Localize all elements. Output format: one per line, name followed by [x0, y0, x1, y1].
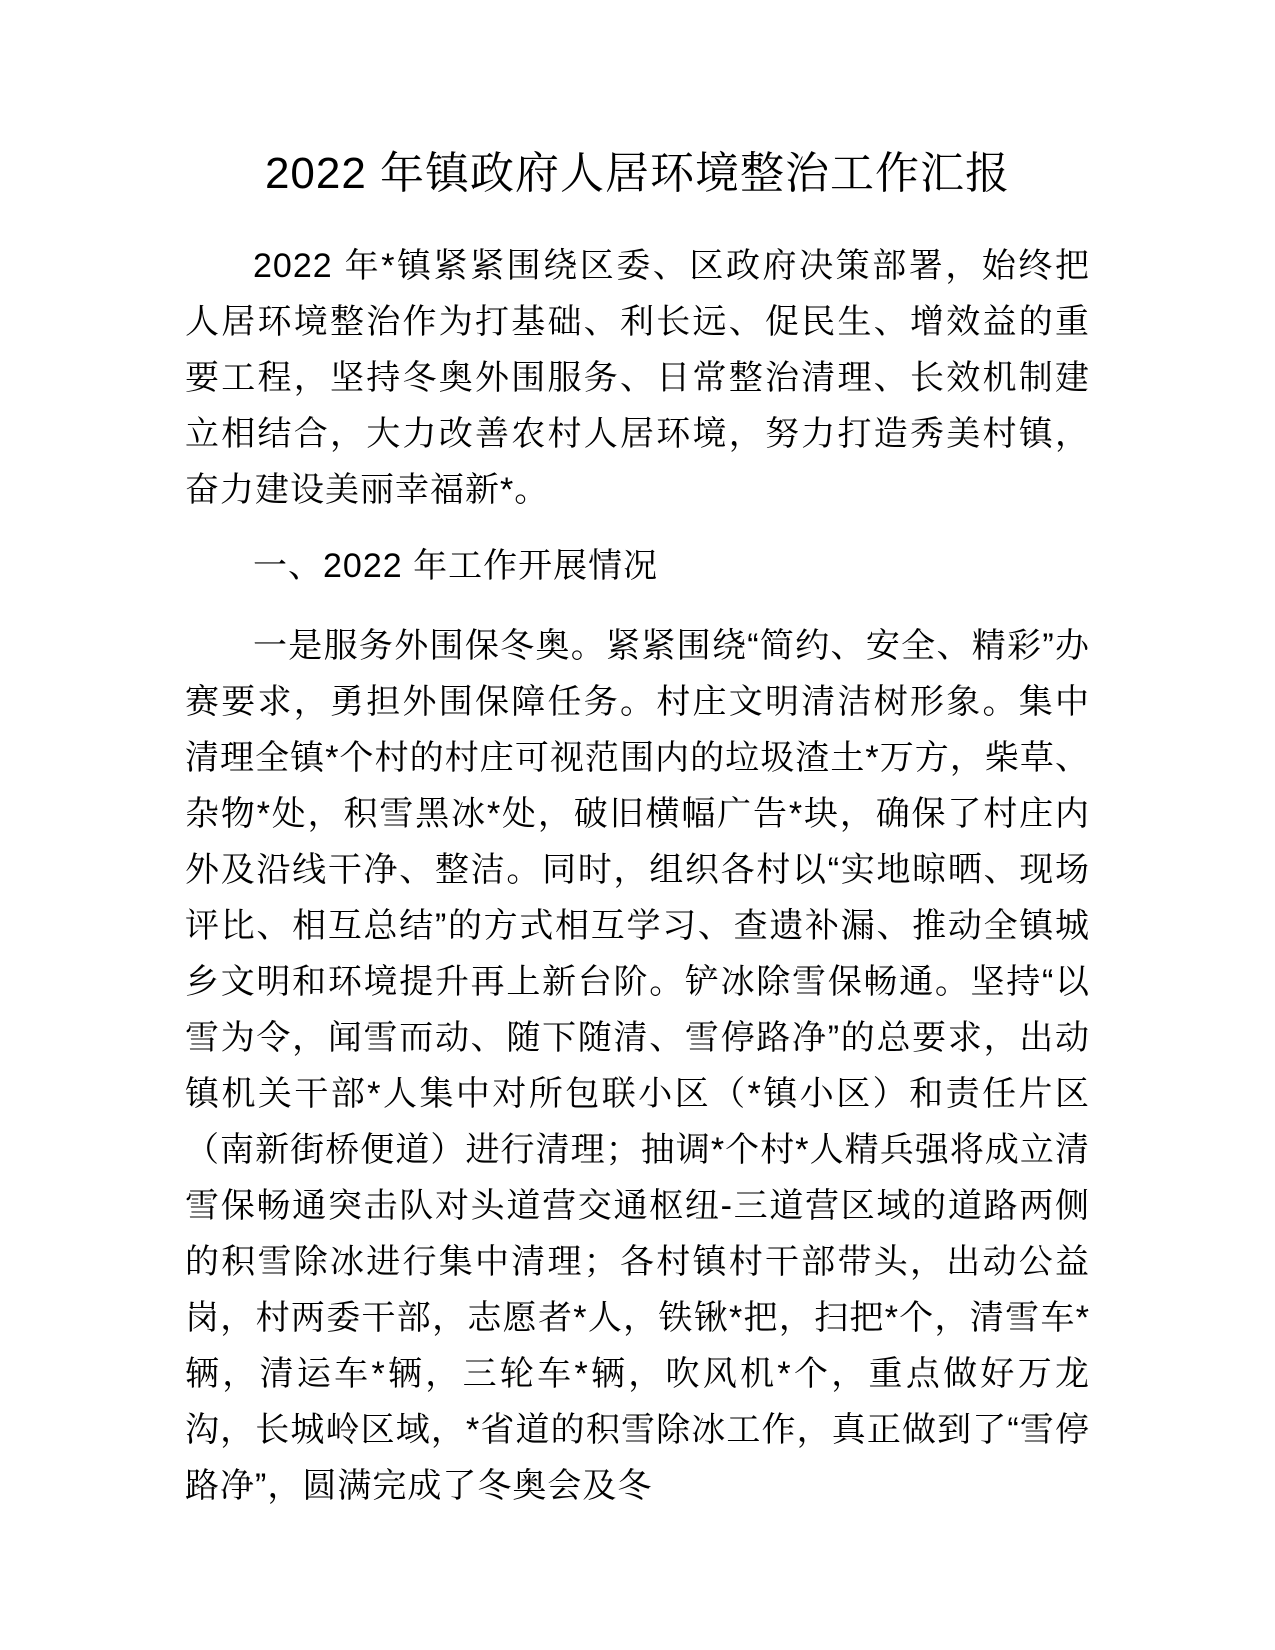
intro-paragraph: 2022 年*镇紧紧围绕区委、区政府决策部署，始终把人居环境整治作为打基础、利长远、促民生、增效益的重要工程，坚持冬奥外围服务、日常整治清理、长效机制建立相结合，大力改善农村人居环境，努力打造秀美村镇，奋力建设美丽幸福新*。	[185, 247, 1090, 509]
section-1-heading: 一、2022 年工作开展情况	[253, 547, 659, 585]
section-1-body-paragraph: 一是服务外围保冬奥。紧紧围绕“简约、安全、精彩”办赛要求，勇担外围保障任务。村庄文明清洁树形象。集中清理全镇*个村的村庄可视范围内的垃圾渣土*万方，柴草、杂物*处，积雪黑冰*处，破旧横幅广告*块，确保了村庄内外及沿线干净、整洁。同时，组织各村以“实地晾晒、现场评比、相互总结”的方式相互学习、查遗补漏、推动全镇城乡文明和环境提升再上新台阶。铲冰除雪保畅通。坚持“以雪为令，闻雪而动、随下随清、雪停路净”的总要求，出动镇机关干部*人集中对所包联小区（*镇小区）和责任片区（南新街桥便道）进行清理；抽调*个村*人精兵强将成立清雪保畅通突击队对头道营交通枢纽-三道营区域的道路两侧的积雪除冰进行集中清理；各村镇村干部带头，出动公益岗，村两委干部，志愿者*人，铁锹*把，扫把*个，清雪车*辆，清运车*辆，三轮车*辆，吹风机*个，重点做好万龙沟，长城岭区域，*省道的积雪除冰工作，真正做到了“雪停路净”，圆满完成了冬奥会及冬	[185, 627, 1090, 1505]
document-title: 2022 年镇政府人居环境整治工作汇报	[264, 149, 1011, 198]
